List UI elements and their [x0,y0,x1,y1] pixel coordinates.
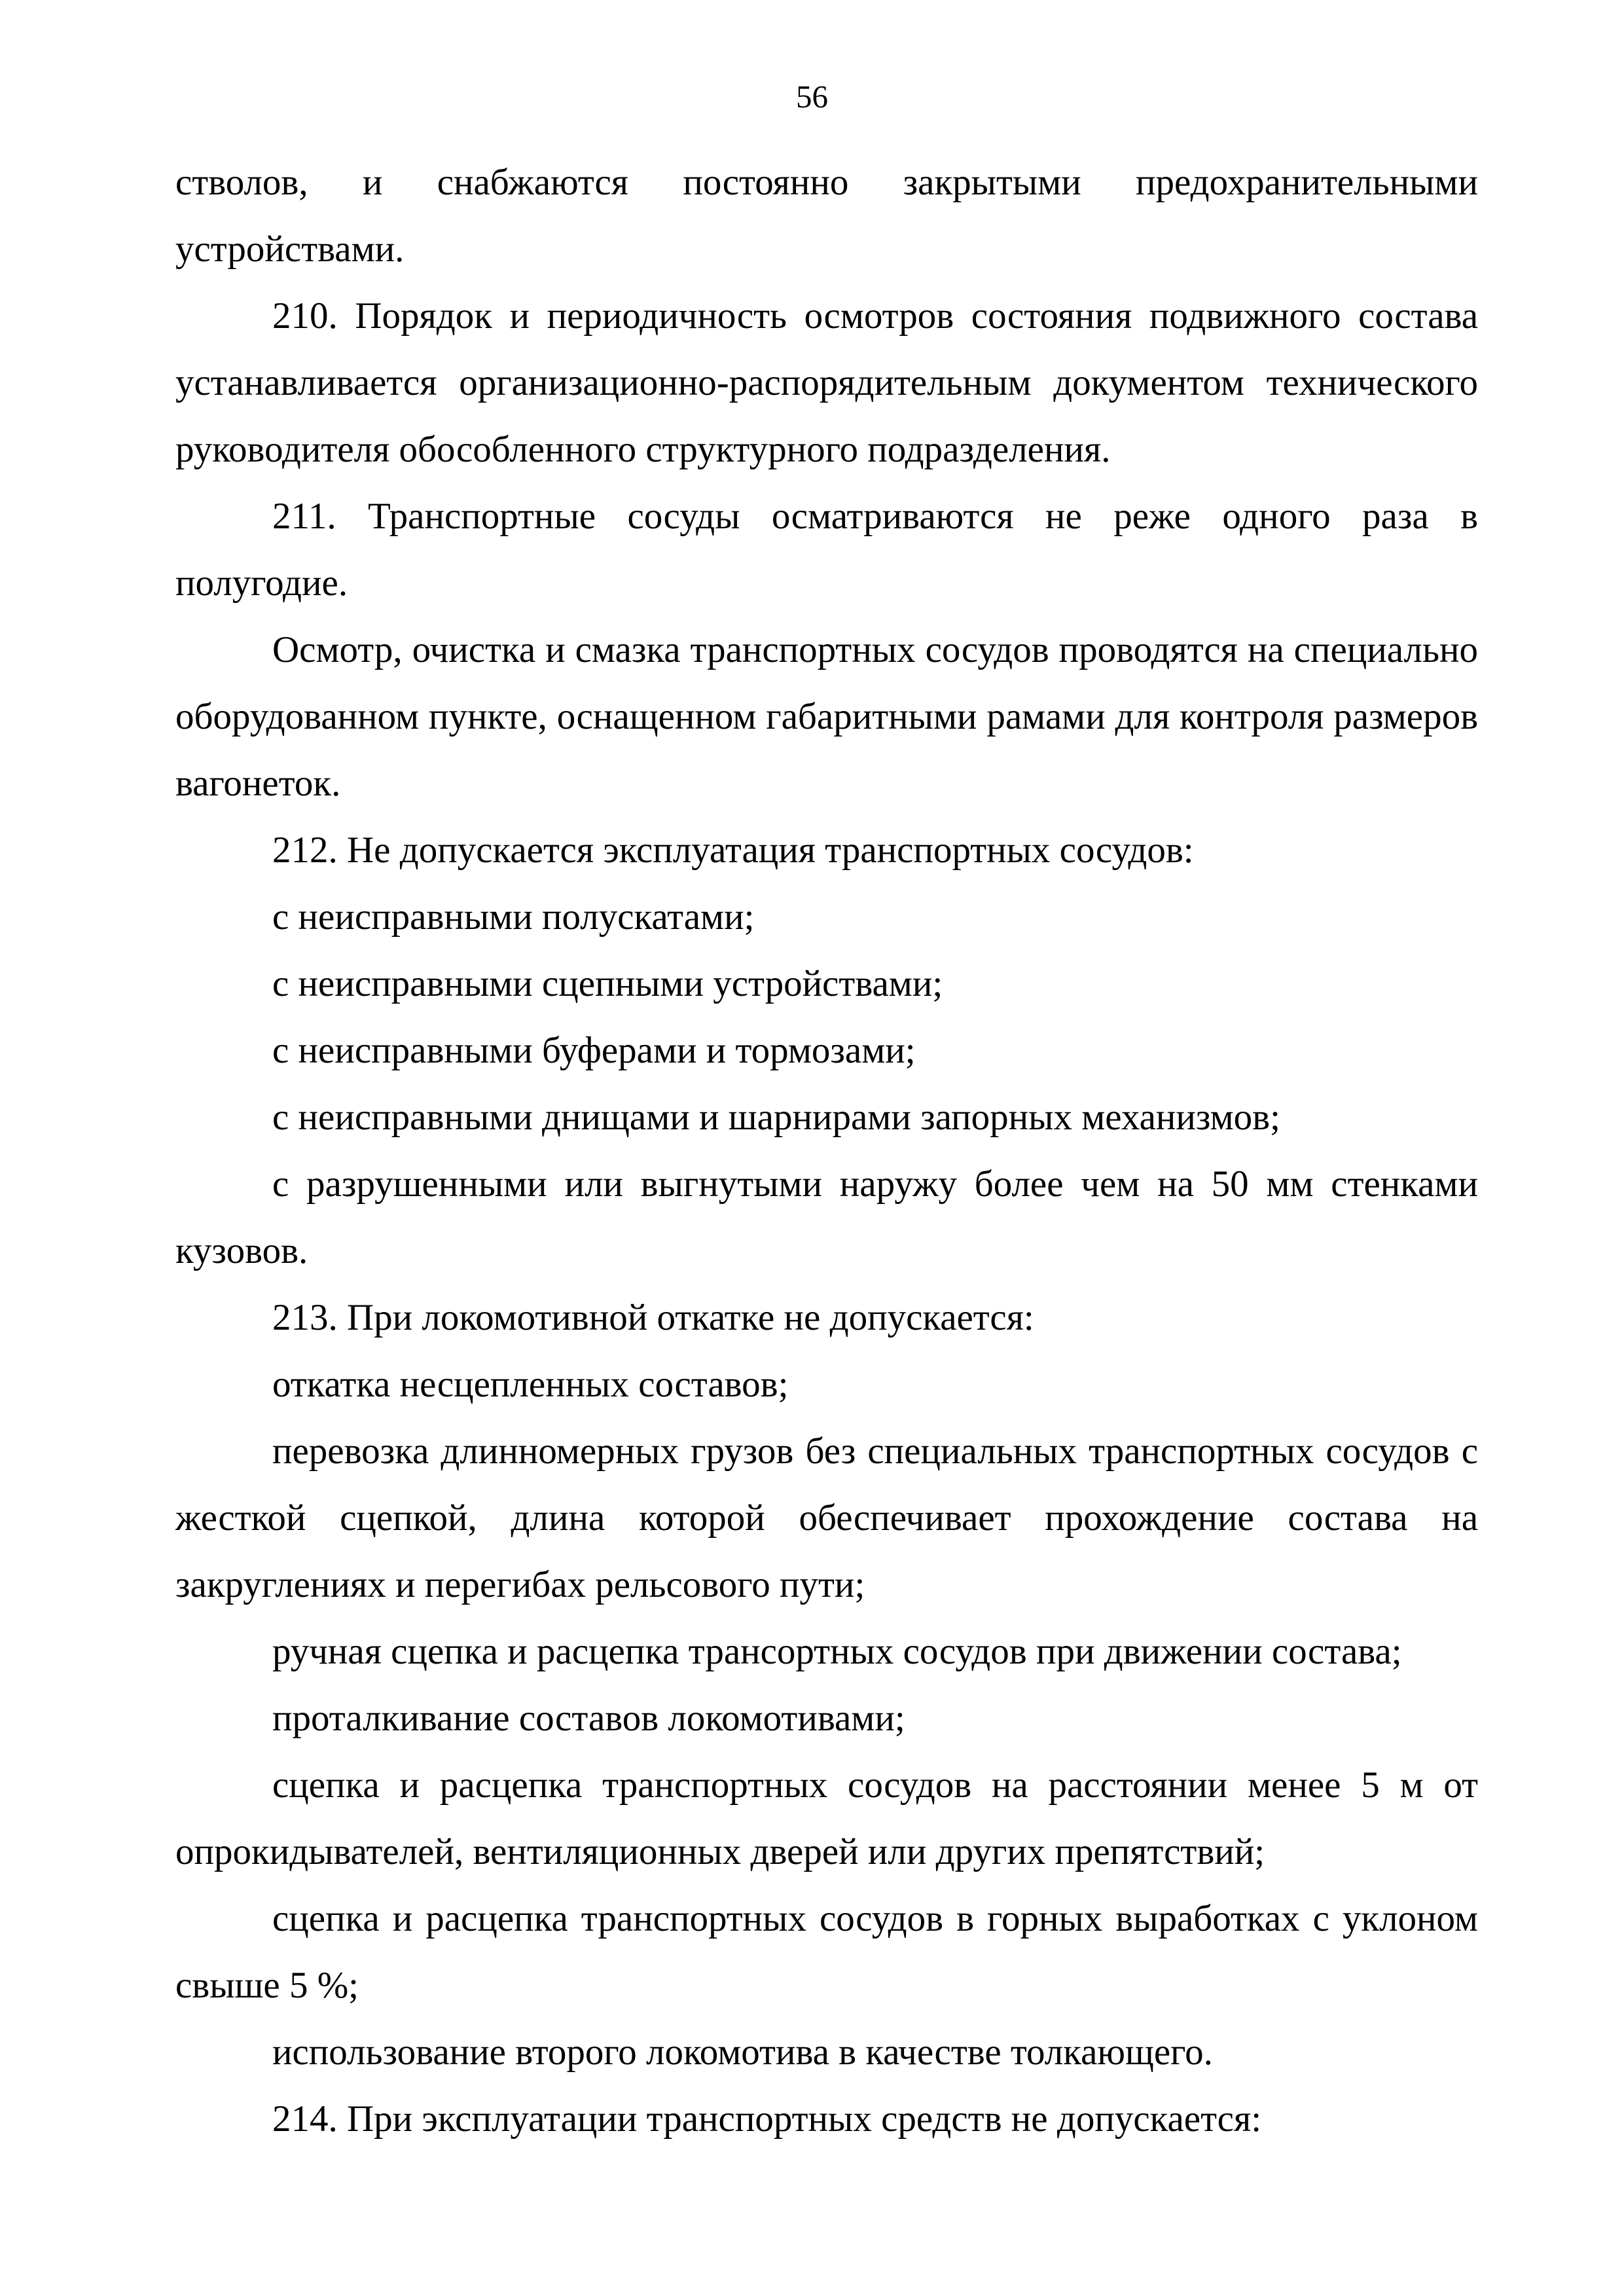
paragraph-210: 210. Порядок и периодичность осмотров состояния подвижного состава устанавливается организационно-распорядительным документом технического руководителя обособленного структурного подразделения. [175,295,1478,470]
list-item: с разрушенными или выгнутыми наружу более чем на 50 мм стенками кузовов. [175,1163,1478,1271]
list-item: использование второго локомотива в качестве толкающего. [272,2032,1213,2073]
paragraph-213: 213. При локомотивной откатке не допускается: [272,1297,1034,1338]
paragraph-214: 214. При эксплуатации транспортных средств не допускается: [272,2098,1262,2140]
list-item: с неисправными сцепными устройствами; [272,963,943,1004]
list-item: сцепка и расцепка транспортных сосудов в горных выработках с уклоном свыше 5 %; [175,1898,1478,2006]
paragraph-continuation: стволов, и снабжаются постоянно закрытыми предохранительными устройствами. [175,162,1478,270]
list-item: проталкивание составов локомотивами; [272,1698,905,1739]
paragraph-211: 211. Транспортные сосуды осматриваются не реже одного раза в полугодие. [175,496,1478,604]
list-item: с неисправными полускатами; [272,896,755,938]
list-item: перевозка длинномерных грузов без специальных транспортных сосудов с жесткой сцепкой, длина которой обеспечивает прохождение состава на закруглениях и перегибах рельсового пути; [175,1430,1478,1605]
list-item: откатка несцепленных составов; [272,1364,789,1405]
page-number: 56 [796,79,828,115]
list-item: ручная сцепка и расцепка трансортных сосудов при движении состава; [272,1631,1402,1672]
list-item: сцепка и расцепка транспортных сосудов на расстоянии менее 5 м от опрокидывателей, вентиляционных дверей или других препятствий; [175,1764,1478,1872]
paragraph-212: 212. Не допускается эксплуатация транспортных сосудов: [272,829,1194,871]
list-item: с неисправными днищами и шарнирами запорных механизмов; [272,1097,1280,1138]
list-item: с неисправными буферами и тормозами; [272,1030,916,1071]
paragraph-inspection: Осмотр, очистка и смазка транспортных сосудов проводятся на специально оборудованном пункте, оснащенном габаритными рамами для контроля размеров вагонеток. [175,629,1478,804]
document-body [175,149,1478,2153]
